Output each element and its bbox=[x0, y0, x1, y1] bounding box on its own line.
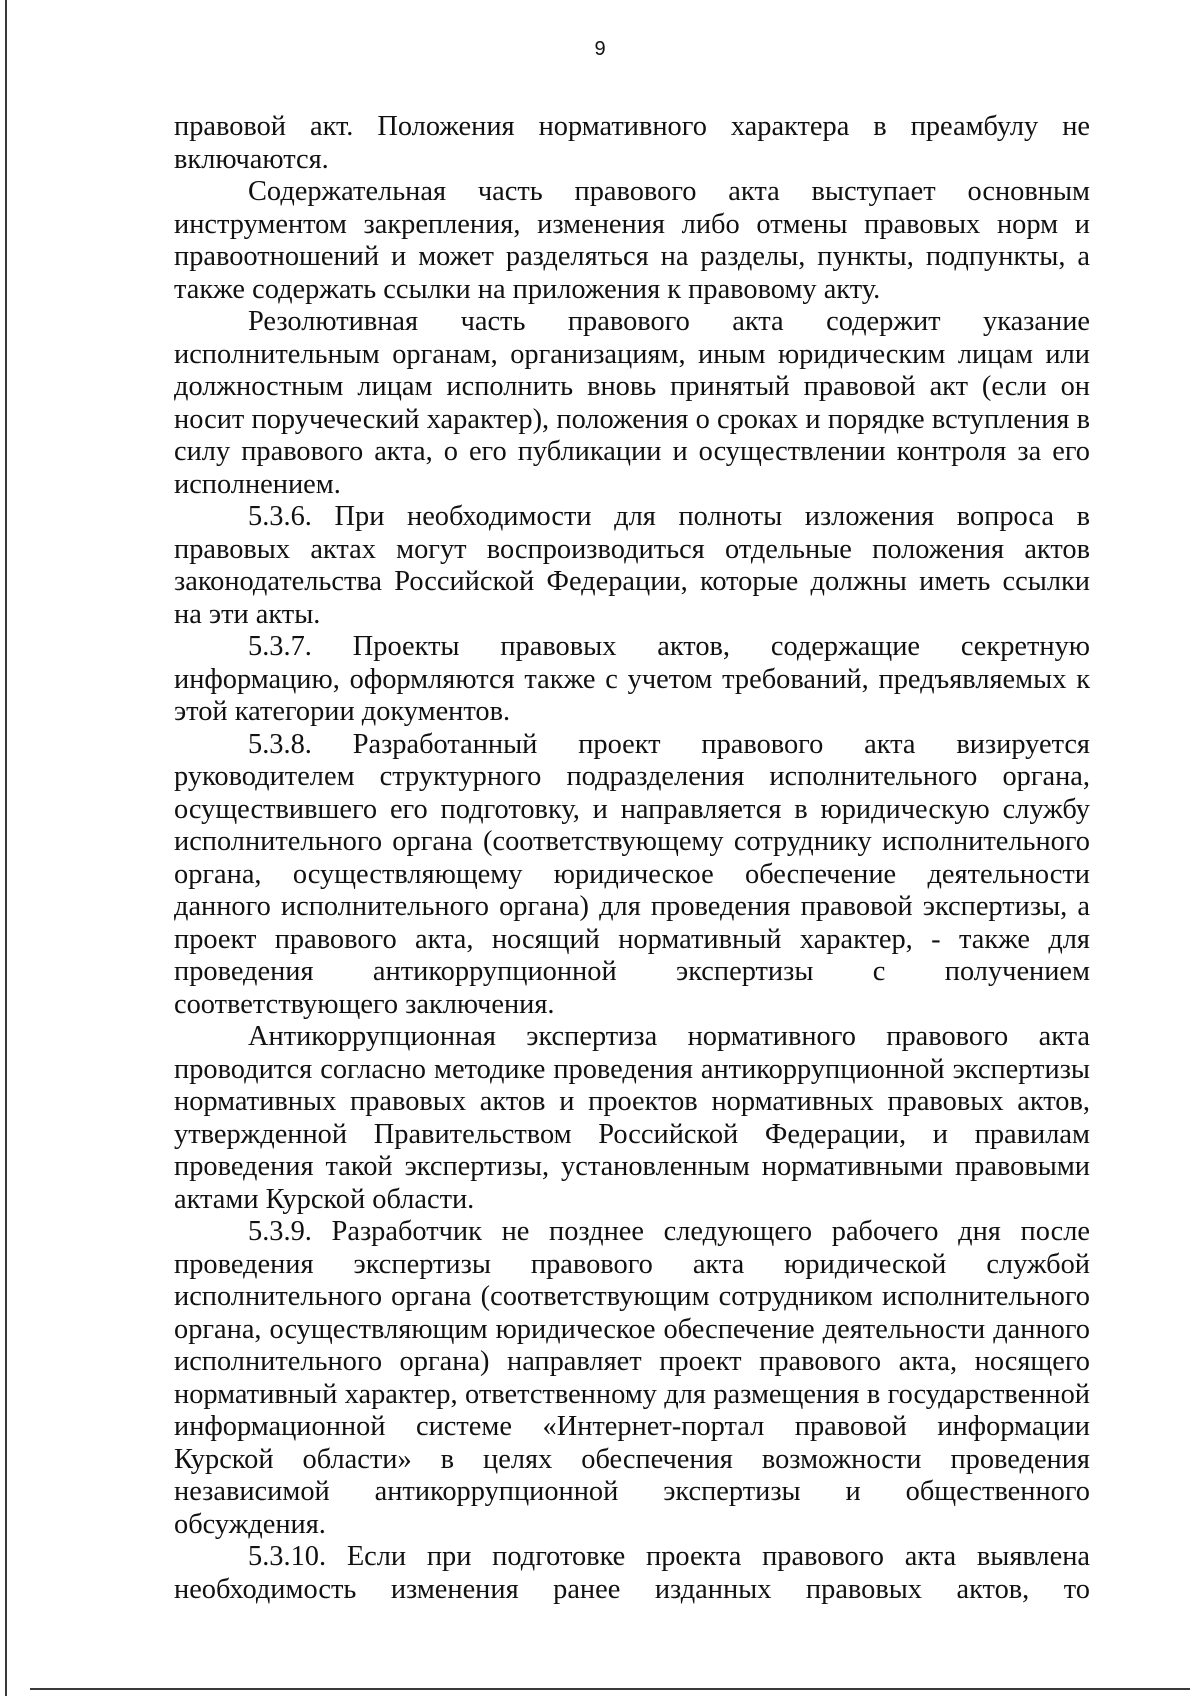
paragraph-anticorruption: Антикоррупционная экспертиза нормативного правового акта проводится согласно методике проведения антикоррупционной экспертизы нормативных правовых актов и проектов нормативных правовых актов, утвержденной Правительством Российской Федерации, и правилам проведения такой экспертизы, установленным нормативными правовыми актами Курской области. bbox=[174, 1021, 1090, 1215]
paragraph-preamble-end: правовой акт. Положения нормативного характера в преамбулу не включаются. bbox=[174, 111, 1090, 175]
scan-bottom-edge bbox=[30, 1688, 1190, 1690]
paragraph-content-part: Содержательная часть правового акта выступает основным инструментом закрепления, изменения либо отмены правовых норм и правоотношений и может разделяться на разделы, пункты, подпункты, а также содержать ссылки на приложения к правовому акту. bbox=[174, 176, 1090, 305]
document-body bbox=[174, 111, 1090, 1606]
paragraph-5-3-7: 5.3.7. Проекты правовых актов, содержащие секретную информацию, оформляются также с учетом требований, предъявляемых к этой категории документов. bbox=[174, 631, 1090, 727]
paragraph-5-3-8: 5.3.8. Разработанный проект правового акта визируется руководителем структурного подразделения исполнительного органа, осуществившего его подготовку, и направляется в юридическую службу исполнительного органа (соответствующему сотруднику исполнительного органа, осуществляющему юридическое обеспечение деятельности данного исполнительного органа) для проведения правовой экспертизы, а проект правового акта, носящий нормативный характер, - также для проведения антикоррупционной экспертизы с получением соответствующего заключения. bbox=[174, 728, 1090, 1020]
page-number: 9 bbox=[594, 38, 606, 60]
scan-left-edge bbox=[5, 0, 7, 1696]
paragraph-resolutive-part: Резолютивная часть правового акта содержит указание исполнительным органам, организациям, иным юридическим лицам или должностным лицам исполнить вновь принятый правовой акт (если он носит поручеческий характер), положения о сроках и порядке вступления в силу правового акта, о его публикации и осуществлении контроля за его исполнением. bbox=[174, 306, 1090, 500]
paragraph-5-3-9: 5.3.9. Разработчик не позднее следующего рабочего дня после проведения экспертизы правового акта юридической службой исполнительного органа (соответствующим сотрудником исполнительного органа, осуществляющим юридическое обеспечение деятельности данного исполнительного органа) направляет проект правового акта, носящего нормативный характер, ответственному для размещения в государственной информационной системе «Интернет-портал правовой информации Курской области» в целях обеспечения возможности проведения независимой антикоррупционной экспертизы и общественного обсуждения. bbox=[174, 1216, 1090, 1540]
paragraph-5-3-6: 5.3.6. При необходимости для полноты изложения вопроса в правовых актах могут воспроизводиться отдельные положения актов законодательства Российской Федерации, которые должны иметь ссылки на эти акты. bbox=[174, 501, 1090, 630]
paragraph-5-3-10: 5.3.10. Если при подготовке проекта правового акта выявлена необходимость изменения ранее изданных правовых актов, то bbox=[174, 1541, 1090, 1605]
